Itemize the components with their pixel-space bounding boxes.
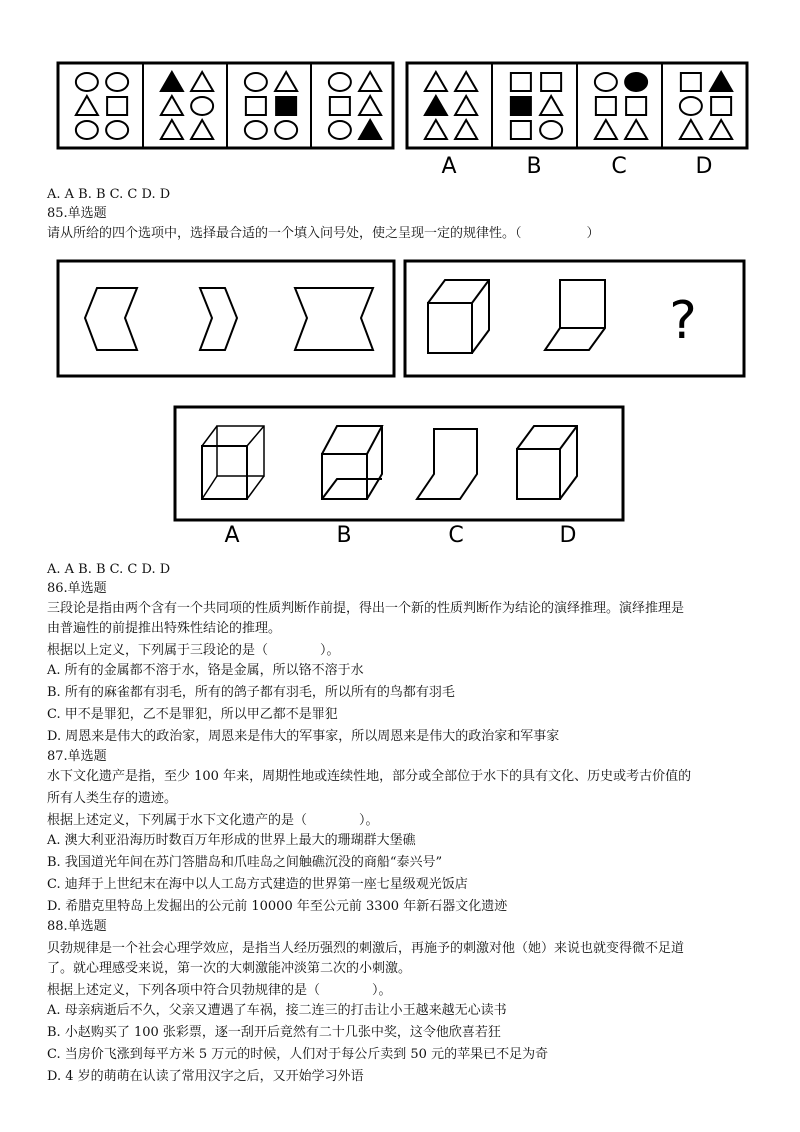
q85-option-letter-d: D xyxy=(559,523,577,548)
q84-symbol-p2-r2-c0 xyxy=(245,121,267,139)
q87-header: 87.单选题 xyxy=(47,749,107,764)
q87-question: 根据上述定义，下列属于水下文化遗产的是（ ）。 xyxy=(47,813,379,828)
q86-option-d[interactable]: D. 周恩来是伟大的政治家，周恩来是伟大的军事家，所以周恩来是伟大的政治家和军事家 xyxy=(47,729,560,744)
q84-symbol-p0-r2-c0 xyxy=(76,121,98,139)
q84-symbol-p2-r0-c0 xyxy=(245,73,267,91)
q84-symbol-p0-r0-c1 xyxy=(106,73,128,91)
q88-definition-line-2: 了。就心理感受来说，第一次的大刺激能冲淡第二次的小刺激。 xyxy=(47,961,412,976)
q84-symbol-p6-r2-c0 xyxy=(595,120,617,139)
q84-symbol-p3-r2-c1 xyxy=(359,120,381,139)
q84-symbol-p6-r0-c1 xyxy=(625,73,647,91)
q84-symbol-p6-r1-c0 xyxy=(596,97,616,115)
q84-option-letter-c: C xyxy=(611,154,627,179)
q85-question-figure xyxy=(55,258,750,383)
q84-symbol-p3-r1-c0 xyxy=(330,97,350,115)
q85-question-mark: ? xyxy=(669,291,697,351)
q85-option-letter-a: A xyxy=(224,523,240,548)
q84-symbol-p7-r1-c1 xyxy=(711,97,731,115)
q84-symbol-p5-r2-c0 xyxy=(511,121,531,139)
q84-symbol-p3-r0-c1 xyxy=(359,72,381,91)
q84-symbol-p2-r0-c1 xyxy=(275,72,297,91)
q84-answer-line: A. A B. B C. C D. D xyxy=(47,187,171,202)
q84-symbol-p7-r1-c0 xyxy=(680,97,702,115)
q86-definition-line-1: 三段论是指由两个含有一个共同项的性质判断作前提，得出一个新的性质判断作为结论的演绎推理。演绎推理是 xyxy=(47,601,685,616)
q84-symbol-p4-r2-c0 xyxy=(425,120,447,139)
q84-symbol-p0-r0-c0 xyxy=(76,73,98,91)
q84-symbol-p3-r0-c0 xyxy=(329,73,351,91)
q84-symbol-p6-r0-c0 xyxy=(595,73,617,91)
q85-prompt: 请从所给的四个选项中，选择最合适的一个填入问号处，使之呈现一定的规律性。（ ） xyxy=(47,226,600,241)
q85-options-figure xyxy=(172,404,627,549)
q87-option-a[interactable]: A. 澳大利亚沿海历时数百万年形成的世界上最大的珊瑚群大堡礁 xyxy=(47,833,416,848)
q88-option-b[interactable]: B. 小赵购买了 100 张彩票，逐一刮开后竟然有二十几张中奖，这令他欣喜若狂 xyxy=(47,1025,501,1040)
q84-option-letter-d: D xyxy=(695,154,713,179)
q84-symbol-p5-r1-c1 xyxy=(540,96,562,115)
q84-symbol-p4-r1-c1 xyxy=(455,96,477,115)
q84-symbol-p1-r1-c1 xyxy=(191,97,213,115)
q84-symbol-p5-r2-c1 xyxy=(540,121,562,139)
q84-symbol-p4-r0-c1 xyxy=(455,72,477,91)
q86-definition-line-2: 由普遍性的前提推出特殊性结论的推理。 xyxy=(47,621,282,636)
q86-option-a[interactable]: A. 所有的金属都不溶于水，铬是金属，所以铬不溶于水 xyxy=(47,663,364,678)
q84-symbol-p4-r0-c0 xyxy=(425,72,447,91)
q84-symbol-p4-r2-c1 xyxy=(455,120,477,139)
q84-symbol-p2-r1-c0 xyxy=(246,97,266,115)
q84-figure xyxy=(55,60,755,180)
q84-symbol-p2-r2-c1 xyxy=(275,121,297,139)
q88-definition-line-1: 贝勃规律是一个社会心理学效应，是指当人经历强烈的刺激后，再施予的刺激对他（她）来说也就变得微不足道 xyxy=(47,941,685,956)
q84-symbol-p6-r2-c1 xyxy=(625,120,647,139)
q84-symbol-p3-r1-c1 xyxy=(359,96,381,115)
q84-shape-grid xyxy=(76,72,732,139)
q86-question: 根据以上定义，下列属于三段论的是（ ）。 xyxy=(47,643,340,658)
q85-option-letter-b: B xyxy=(336,523,352,548)
q84-symbol-p5-r0-c1 xyxy=(541,73,561,91)
q87-definition-line-1: 水下文化遗产是指，至少 100 年来，周期性地或连续性地，部分或全部位于水下的具有文化、历史或考古价值的 xyxy=(47,769,692,784)
q87-option-d[interactable]: D. 希腊克里特岛上发掘出的公元前 10000 年至公元前 3300 年新石器文化遗迹 xyxy=(47,899,508,914)
q84-symbol-p7-r2-c1 xyxy=(710,120,732,139)
q85-option-letter-c: C xyxy=(448,523,464,548)
q88-header: 88.单选题 xyxy=(47,919,107,934)
q84-symbol-p7-r0-c1 xyxy=(710,72,732,91)
q84-symbol-p5-r1-c0 xyxy=(511,97,531,115)
q84-symbol-p7-r0-c0 xyxy=(681,73,701,91)
q85-answer-line: A. A B. B C. C D. D xyxy=(47,562,171,577)
q84-symbol-p7-r2-c0 xyxy=(680,120,702,139)
q87-definition-line-2: 所有人类生存的遗迹。 xyxy=(47,791,178,806)
q86-option-b[interactable]: B. 所有的麻雀都有羽毛，所有的鸽子都有羽毛，所以所有的鸟都有羽毛 xyxy=(47,685,455,700)
q84-symbol-p6-r1-c1 xyxy=(626,97,646,115)
q86-header: 86.单选题 xyxy=(47,581,107,596)
q84-symbol-p3-r2-c0 xyxy=(329,121,351,139)
q84-symbol-p5-r0-c0 xyxy=(511,73,531,91)
q85-header: 85.单选题 xyxy=(47,206,107,221)
q87-option-c[interactable]: C. 迪拜于上世纪末在海中以人工岛方式建造的世界第一座七星级观光饭店 xyxy=(47,877,468,892)
q84-symbol-p1-r0-c0 xyxy=(161,72,183,91)
q84-option-letter-a: A xyxy=(441,154,457,179)
q84-symbol-p1-r2-c1 xyxy=(191,120,213,139)
q84-symbol-p1-r1-c0 xyxy=(161,96,183,115)
q84-symbol-p2-r1-c1 xyxy=(276,97,296,115)
q88-option-c[interactable]: C. 当房价飞涨到每平方米 5 万元的时候，人们对于每公斤卖到 50 元的苹果已不足为奇 xyxy=(47,1047,549,1062)
q84-symbol-p0-r1-c0 xyxy=(76,96,98,115)
q84-symbol-p4-r1-c0 xyxy=(425,96,447,115)
q84-symbol-p1-r2-c0 xyxy=(161,120,183,139)
q86-option-c[interactable]: C. 甲不是罪犯，乙不是罪犯，所以甲乙都不是罪犯 xyxy=(47,707,338,722)
q84-symbol-p0-r1-c1 xyxy=(107,97,127,115)
q84-symbol-p0-r2-c1 xyxy=(106,121,128,139)
q88-option-a[interactable]: A. 母亲病逝后不久，父亲又遭遇了车祸，接二连三的打击让小王越来越无心读书 xyxy=(47,1003,507,1018)
q88-question: 根据上述定义，下列各项中符合贝勃规律的是（ ）。 xyxy=(47,983,392,998)
q87-option-b[interactable]: B. 我国道光年间在苏门答腊岛和爪哇岛之间触礁沉没的商船“泰兴号” xyxy=(47,855,443,870)
q84-option-letter-b: B xyxy=(526,154,542,179)
q88-option-d[interactable]: D. 4 岁的萌萌在认读了常用汉字之后，又开始学习外语 xyxy=(47,1069,364,1084)
q84-symbol-p1-r0-c1 xyxy=(191,72,213,91)
